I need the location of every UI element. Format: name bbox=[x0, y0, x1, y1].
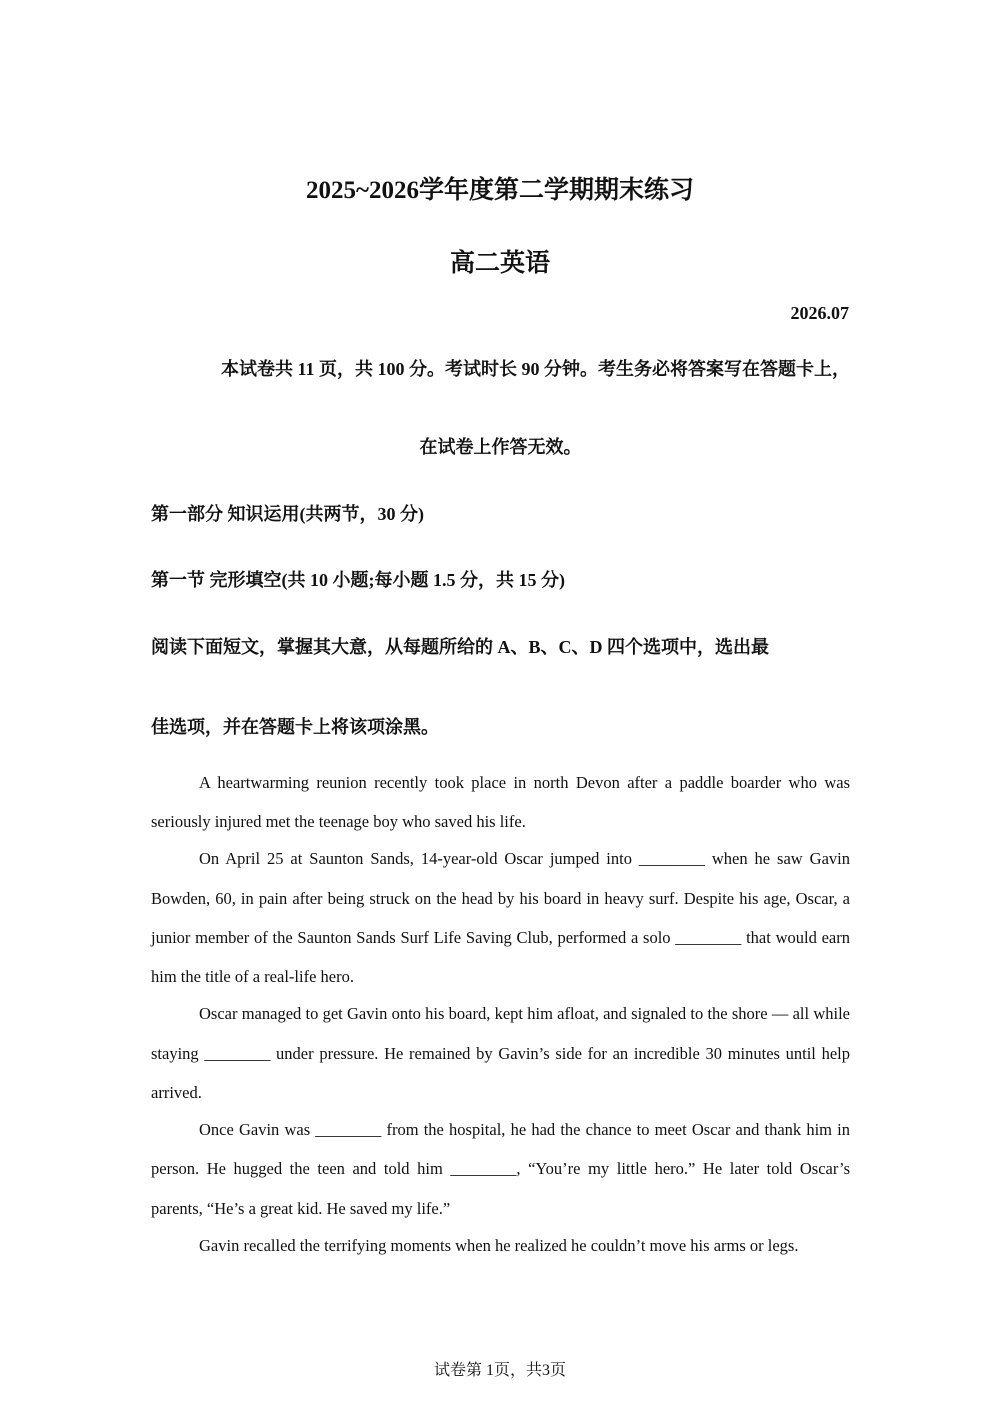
instruction-line-1: 阅读下面短文，掌握其大意，从每题所给的 A、B、C、D 四个选项中，选出最 bbox=[151, 637, 769, 657]
passage-paragraph: A heartwarming reunion recently took place in north Devon after a paddle boarder who was seriously injured met the teenage boy who saved his life. bbox=[151, 773, 850, 832]
exam-subject: 高二英语 bbox=[449, 250, 550, 277]
passage-paragraph: Gavin recalled the terrifying moments when he realized he couldn’t move his arms or legs. bbox=[199, 1235, 799, 1255]
part-heading: 第一部分 知识运用(共两节，30 分) bbox=[151, 504, 424, 524]
exam-date: 2026.07 bbox=[790, 303, 849, 323]
notice-line-1: 本试卷共 11 页，共 100 分。考试时长 90 分钟。考生务必将答案写在答题卡上， bbox=[220, 359, 850, 379]
passage-paragraph: On April 25 at Saunton Sands, 14-year-old Oscar jumped into ________ when he saw Gavin Bowden, 60, in pain after being struck on the head by his board in heavy surf. Despite his age, Oscar, a junior member of the Saunton Sands Surf Life Saving Club, performed a solo ________ that would earn him the title of a real-life hero. bbox=[151, 849, 850, 987]
section-heading: 第一节 完形填空(共 10 小题;每小题 1.5 分，共 15 分) bbox=[151, 570, 565, 590]
page-footer: 试卷第 1页，共3页 bbox=[433, 1362, 566, 1379]
exam-title: 2025~2026学年度第二学期期末练习 bbox=[305, 177, 694, 204]
passage-paragraph: Once Gavin was ________ from the hospital, he had the chance to meet Oscar and thank him in person. He hugged the teen and told him ________, “You’re my little hero.” He later told Oscar’s parents, “He’s a great kid. He saved my life.” bbox=[151, 1119, 850, 1218]
cloze-passage bbox=[151, 763, 850, 1262]
instruction-line-2: 佳选项，并在答题卡上将该项涂黑。 bbox=[151, 717, 439, 737]
passage-paragraph: Oscar managed to get Gavin onto his board, kept him afloat, and signaled to the shore — all while staying ________ under pressure. He remained by Gavin’s side for an incredible 30 minutes until help arrived. bbox=[151, 1004, 850, 1103]
notice-line-2: 在试卷上作答无效。 bbox=[419, 437, 582, 457]
